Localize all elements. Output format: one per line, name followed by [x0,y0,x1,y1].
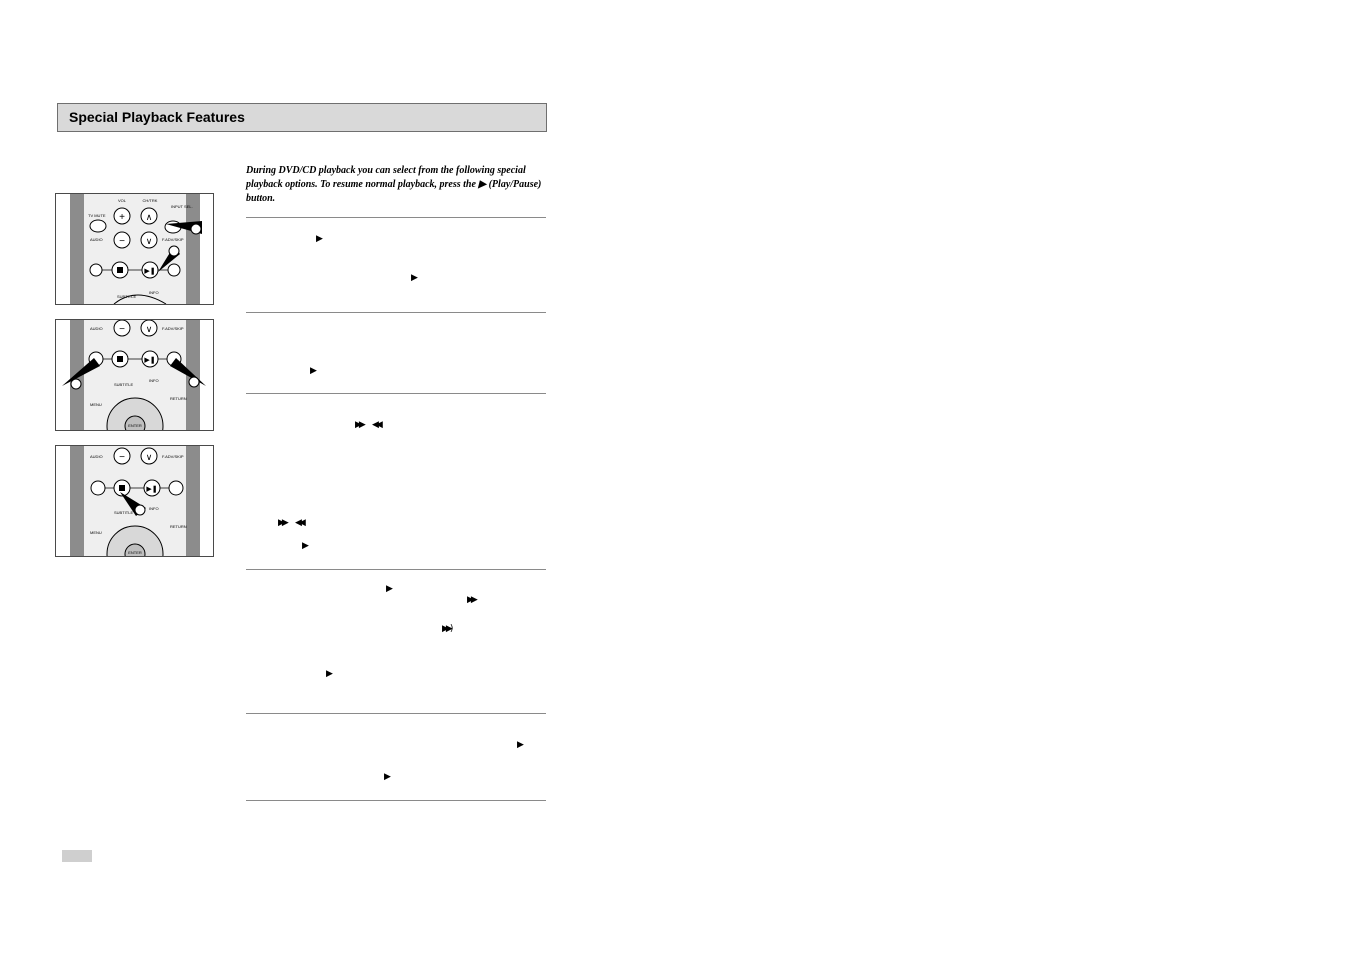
svg-text:−: − [119,236,125,247]
audio-label: AUDIO [90,454,103,459]
section-title: Special Playback Features [69,109,245,125]
fast-forward-icon: ▶▶ [467,595,475,605]
svg-text:▶❚: ▶❚ [146,486,158,493]
intro-paragraph: During DVD/CD playback you can select from the following special playback options. To resume normal playback, press the ▶ (Play/Pause) button. [246,165,542,204]
callout-badge [135,505,145,515]
svg-text:▶❚: ▶❚ [144,268,156,275]
info-label: INFO [149,290,159,295]
section-divider [246,800,546,801]
callout-badge [191,224,201,234]
remote-right-edge [186,194,200,304]
callout-badge [71,379,81,389]
ch-trk-label: CH/TRK [142,198,158,203]
tv-mute-button [90,220,106,232]
page-number-tab [62,850,92,862]
skip-back-button [90,264,102,276]
svg-text:∨: ∨ [145,324,153,334]
section-divider [246,569,546,570]
input-sel-label: INPUT SEL. [171,204,193,209]
svg-text:∧: ∧ [145,212,153,222]
info-label: INFO [149,378,159,383]
remote-illustration-3 [55,445,214,557]
fast-forward-icon: ▶▶) [442,624,451,634]
svg-text:▶❚: ▶❚ [144,357,156,364]
play-icon: ▶ [411,273,418,283]
callout-badge [169,246,179,256]
f-adv-skip-label: F.ADV/SKIP [162,326,184,331]
skip-forward-button [168,264,180,276]
play-icon: ▶ [386,584,393,594]
remote-left-edge [70,194,84,304]
svg-text:+: + [119,212,125,223]
f-adv-skip-label: F.ADV/SKIP [162,237,184,242]
section-divider [246,217,546,218]
callout-badge [189,377,199,387]
play-icon: ▶ [316,234,323,244]
subtitle-label: SUBTITLE [114,382,134,387]
return-label: RETURN [170,396,187,401]
tv-mute-label: TV MUTE [88,213,106,218]
enter-label: ENTER [128,423,142,428]
play-icon: ▶ [517,740,524,750]
vol-label: VOL [117,198,127,203]
section-divider [246,713,546,714]
skip-back-button [91,481,105,495]
play-icon: ▶ [326,669,333,679]
svg-text:∨: ∨ [145,452,153,462]
subtitle-label: SUBTITLE [114,510,134,515]
f-adv-skip-label: F.ADV/SKIP [162,454,184,459]
section-divider [246,393,546,394]
menu-label: MENU [90,402,102,407]
section-header [57,103,547,132]
skip-forward-button [169,481,183,495]
remote-illustration-1 [55,193,214,305]
audio-label: AUDIO [90,237,103,242]
enter-label: ENTER [128,550,142,555]
remote-illustration-2 [55,319,214,431]
section-divider [246,312,546,313]
info-label: INFO [149,506,159,511]
fast-forward-icon: ▶▶ [278,518,286,528]
fast-forward-icon: ▶▶ [355,420,363,430]
audio-label: AUDIO [90,326,103,331]
rewind-icon: ◀◀ [295,518,303,528]
play-icon: ▶ [384,772,391,782]
menu-label: MENU [90,530,102,535]
play-icon: ▶ [302,541,309,551]
svg-text:−: − [119,452,125,463]
svg-text:−: − [119,324,125,335]
play-icon: ▶ [310,366,317,376]
svg-text:∨: ∨ [145,236,153,246]
rewind-icon: ◀◀ [372,420,380,430]
return-label: RETURN [170,524,187,529]
subtitle-label: SUBTITLE [117,294,137,299]
